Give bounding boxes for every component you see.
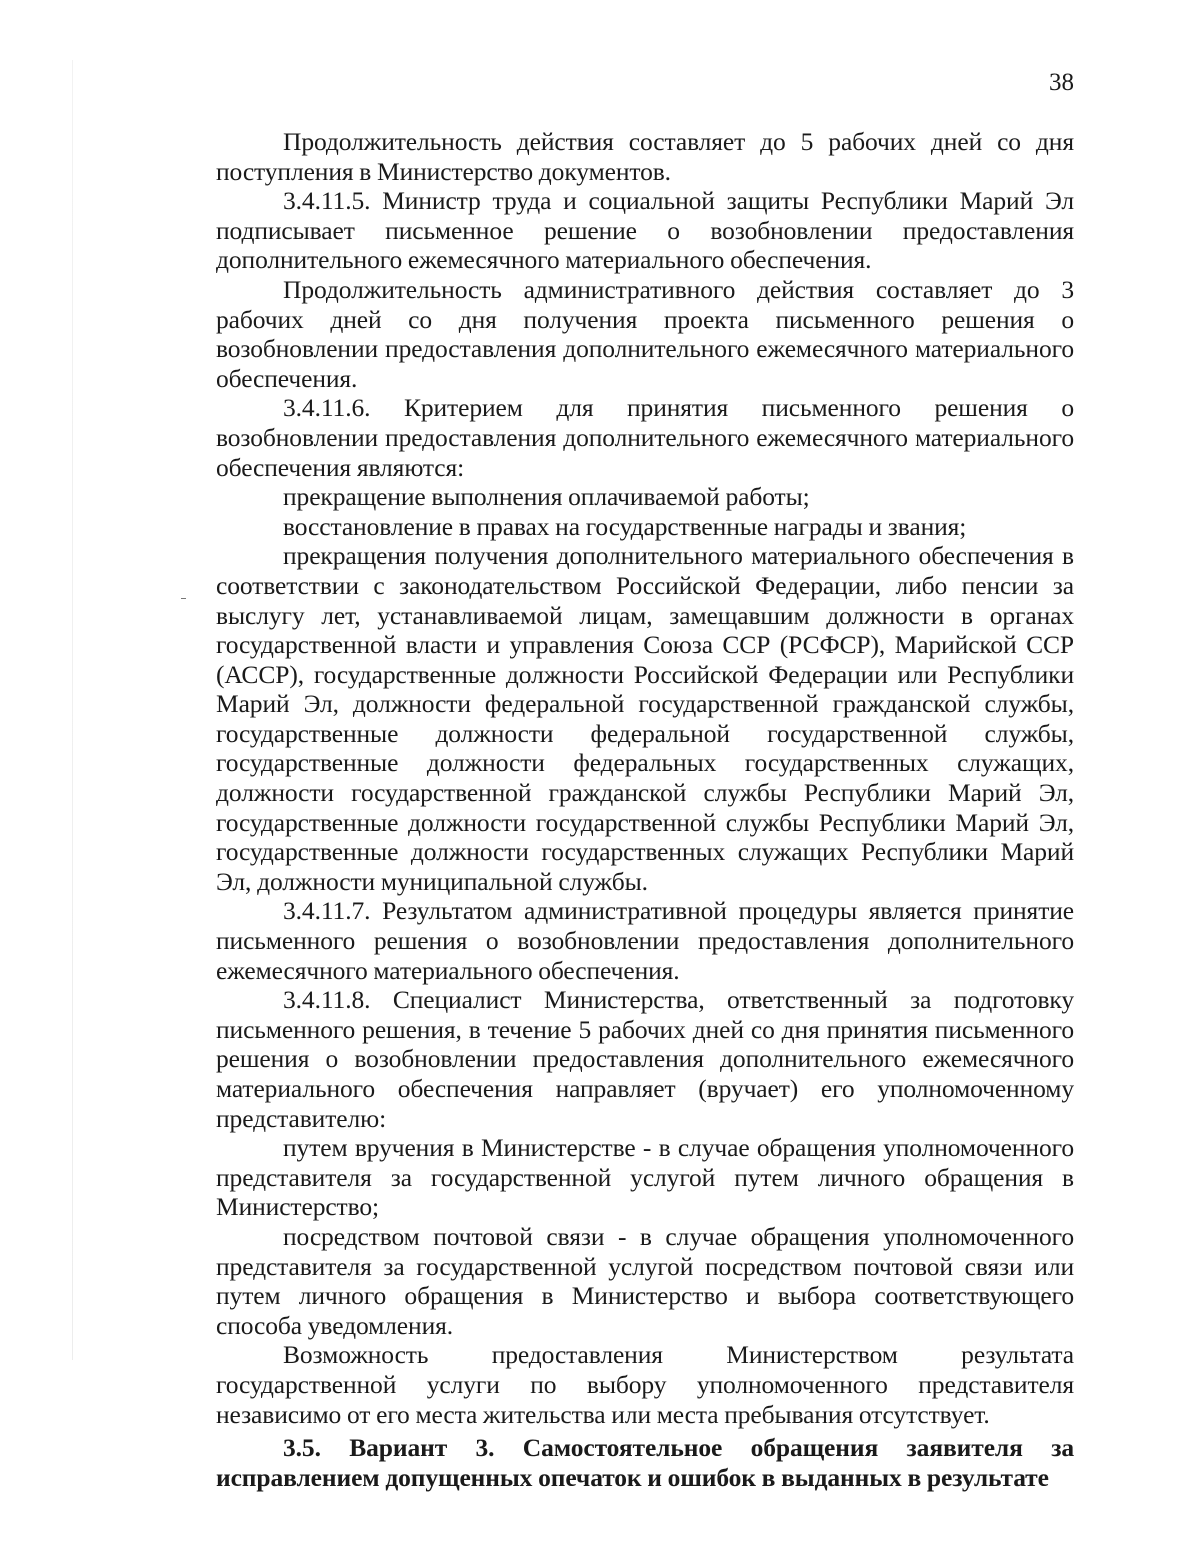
section-heading: 3.5. Вариант 3. Самостоятельное обращения заявителя за исправлением допущенных опечаток и ошибок в выданных в результате bbox=[216, 1433, 1074, 1492]
paragraph: 3.4.11.6. Критерием для принятия письменного решения о возобновлении предоставления дополнительного ежемесячного материального обеспечения являются: bbox=[216, 393, 1074, 482]
paragraph: восстановление в правах на государственные награды и звания; bbox=[283, 511, 967, 541]
paragraph: 3.4.11.5. Министр труда и социальной защиты Республики Марий Эл подписывает письменное решение о возобновлении предоставления дополнительного ежемесячного материального обеспечения. bbox=[216, 186, 1074, 275]
paragraph: путем вручения в Министерстве - в случае обращения уполномоченного представителя за государственной услугой путем личного обращения в Министерство; bbox=[216, 1133, 1074, 1222]
paragraph: Продолжительность административного действия составляет до 3 рабочих дней со дня получения проекта письменного решения о возобновлении предоставления дополнительного ежемесячного материального обеспечения. bbox=[216, 274, 1074, 393]
paragraph: посредством почтовой связи - в случае обращения уполномоченного представителя за государственной услугой посредством почтовой связи или путем личного обращения в Министерство и выбора соответствующего способа уведомления. bbox=[216, 1221, 1074, 1340]
paragraph: прекращение выполнения оплачиваемой работы; bbox=[283, 482, 810, 512]
scan-mark bbox=[181, 598, 186, 599]
paragraph: 3.4.11.8. Специалист Министерства, ответственный за подготовку письменного решения, в течение 5 рабочих дней со дня принятия письменного решения о возобновлении предоставления дополнительного ежемесячного материального обеспечения направляет (вручает) его уполномоченному представителю: bbox=[216, 985, 1074, 1133]
paragraph: Продолжительность действия составляет до 5 рабочих дней со дня поступления в Министерство документов. bbox=[216, 127, 1074, 186]
paragraph: 3.4.11.7. Результатом административной процедуры является принятие письменного решения о возобновлении предоставления дополнительного ежемесячного материального обеспечения. bbox=[216, 896, 1074, 985]
page-number: 38 bbox=[1049, 69, 1074, 96]
scan-edge bbox=[72, 60, 73, 1360]
paragraph: Возможность предоставления Министерством результата государственной услуги по выбору уполномоченного представителя независимо от его места жительства или места пребывания отсутствует. bbox=[216, 1340, 1074, 1429]
document-body bbox=[216, 127, 1074, 1492]
paragraph: прекращения получения дополнительного материального обеспечения в соответствии с законодательством Российской Федерации, либо пенсии за выслугу лет, устанавливаемой лицам, замещавшим должности в органах государственной власти и управления Союза ССР (РСФСР), Марийской ССР (АССР), государственные должности Российской Федерации или Республики Марий Эл, должности федеральной государственной гражданской службы, государственные должности федеральной государственной службы, государственные должности федеральных государственных служащих, должности государственной гражданской службы Республики Марий Эл, государственные должности государственной службы Республики Марий Эл, государственные должности государственных служащих Республики Марий Эл, должности муниципальной службы. bbox=[216, 541, 1074, 896]
